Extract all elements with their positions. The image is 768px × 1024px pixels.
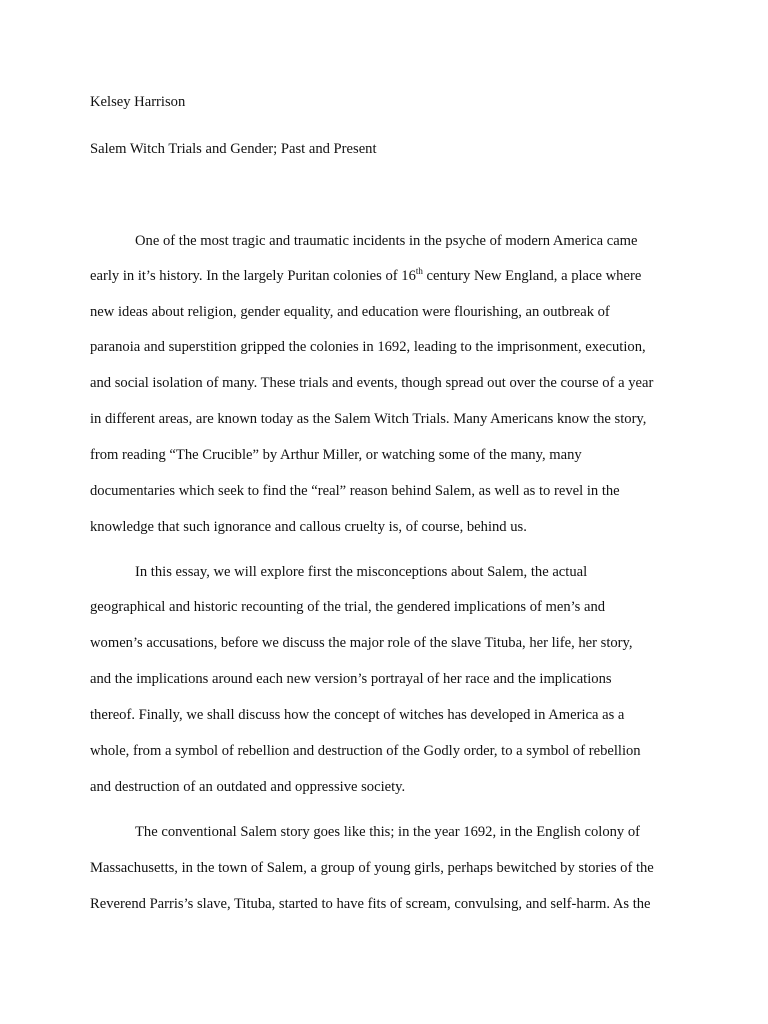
paragraph-line [90,266,641,286]
document-page [90,0,664,1024]
paragraph-line: In this essay, we will explore first the misconceptions about Salem, the actual [135,564,588,580]
paragraph-line: and destruction of an outdated and oppressive society. [90,779,406,795]
essay-title: Salem Witch Trials and Gender; Past and Present [90,141,377,157]
paragraph-line: women’s accusations, before we discuss the major role of the slave Tituba, her life, her story, [90,635,633,651]
paragraph-line: knowledge that such ignorance and callous cruelty is, of course, behind us. [90,519,527,535]
author-name: Kelsey Harrison [90,94,186,110]
paragraph-line: thereof. Finally, we shall discuss how the concept of witches has developed in America as a [90,707,625,723]
paragraph-line: whole, from a symbol of rebellion and destruction of the Godly order, to a symbol of rebellion [90,743,641,759]
paragraph-line: Reverend Parris’s slave, Tituba, started to have fits of scream, convulsing, and self-harm. As the [90,896,651,912]
paragraph-line: paranoia and superstition gripped the colonies in 1692, leading to the imprisonment, execution, [90,339,646,355]
paragraph-line: in different areas, are known today as the Salem Witch Trials. Many Americans know the story, [90,411,647,427]
paragraph-line: One of the most tragic and traumatic incidents in the psyche of modern America came [135,233,638,249]
paragraph-line: and the implications around each new version’s portrayal of her race and the implications [90,671,612,687]
paragraph-line: The conventional Salem story goes like this; in the year 1692, in the English colony of [135,824,641,840]
paragraph-line: Massachusetts, in the town of Salem, a group of young girls, perhaps bewitched by stories of the [90,860,654,876]
paragraph-line: geographical and historic recounting of the trial, the gendered implications of men’s and [90,599,606,615]
superscript: th [415,266,423,277]
paragraph-line-text: early in it’s history. In the largely Puritan colonies of 16 [90,268,416,284]
paragraph-line: from reading “The Crucible” by Arthur Miller, or watching some of the many, many [90,447,582,463]
paragraph-line-text: century New England, a place where [422,268,642,284]
paragraph-line: new ideas about religion, gender equality, and education were flourishing, an outbreak of [90,304,610,320]
paragraph-line: and social isolation of many. These trials and events, though spread out over the course of a year [90,375,654,391]
paragraph-line: documentaries which seek to find the “real” reason behind Salem, as well as to revel in the [90,483,620,499]
